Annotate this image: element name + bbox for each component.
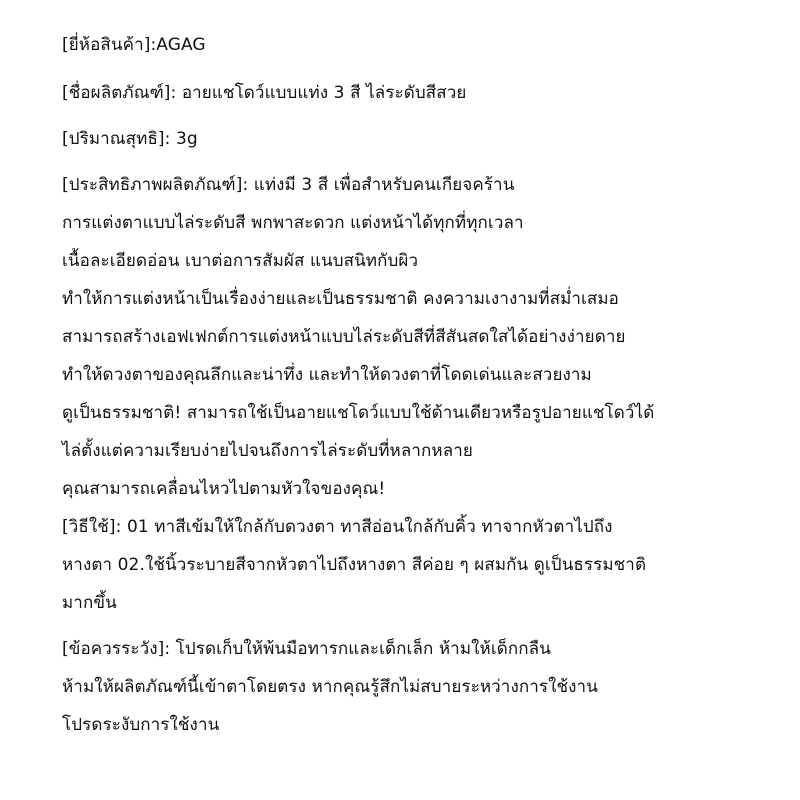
efficacy-line: [ประสิทธิภาพผลิตภัณฑ์]: แท่งมี 3 สี เพื่อสำหรับคนเกียจคร้าน: [62, 175, 515, 195]
precautions-line: [ข้อควรระวัง]: โปรดเก็บให้พ้นมือทารกและเด็กเล็ก ห้ามให้เด็กกลืน: [62, 639, 551, 659]
product-description: [62, 30, 782, 740]
precautions-section: [62, 634, 782, 740]
net-quantity-line: [ปริมาณสุทธิ]: 3g: [62, 129, 198, 149]
usage-line: หางตา 02.ใช้นิ้วระบายสีจากหัวตาไปถึงหางตา สีค่อย ๆ ผสมกัน ดูเป็นธรรมชาติ: [62, 555, 647, 575]
efficacy-line: ทำให้ดวงตาของคุณลึกและน่าทึ่ง และทำให้ดวงตาที่โดดเด่นและสวยงาม: [62, 365, 592, 385]
precautions-line: ห้ามให้ผลิตภัณฑ์นี้เข้าตาโดยตรง หากคุณรู้สึกไม่สบายระหว่างการใช้งาน: [62, 677, 598, 697]
efficacy-line: ไล่ตั้งแต่ความเรียบง่ายไปจนถึงการไล่ระดับที่หลากหลาย: [62, 441, 473, 461]
usage-section: [62, 512, 782, 618]
efficacy-line: คุณสามารถเคลื่อนไหวไปตามหัวใจของคุณ!: [62, 479, 386, 499]
efficacy-line: เนื้อละเอียดอ่อน เบาต่อการสัมผัส แนบสนิทกับผิว: [62, 251, 419, 271]
efficacy-line: การแต่งตาแบบไล่ระดับสี พกพาสะดวก แต่งหน้าได้ทุกที่ทุกเวลา: [62, 213, 524, 233]
product-name-line: [ชื่อผลิตภัณฑ์]: อายแชโดว์แบบแท่ง 3 สี ไล่ระดับสีสวย: [62, 83, 467, 103]
efficacy-line: ดูเป็นธรรมชาติ! สามารถใช้เป็นอายแชโดว์แบบใช้ด้านเดียวหรือรูปอายแชโดว์ได้: [62, 403, 655, 423]
brand-line: [ยี่ห้อสินค้า]:AGAG: [62, 35, 206, 55]
efficacy-line: ทำให้การแต่งหน้าเป็นเรื่องง่ายและเป็นธรรมชาติ คงความเงางามที่สม่ำเสมอ: [62, 289, 619, 309]
efficacy-line: สามารถสร้างเอฟเฟกต์การแต่งหน้าแบบไล่ระดับสีที่สีสันสดใสได้อย่างง่ายดาย: [62, 327, 626, 347]
usage-line: [วิธีใช้]: 01 ทาสีเข้มให้ใกล้กับดวงตา ทาสีอ่อนใกล้กับคิ้ว ทาจากหัวตาไปถึง: [62, 517, 613, 537]
efficacy-section: [62, 170, 782, 504]
precautions-line: โปรดระงับการใช้งาน: [62, 715, 220, 735]
usage-line: มากขึ้น: [62, 593, 117, 613]
